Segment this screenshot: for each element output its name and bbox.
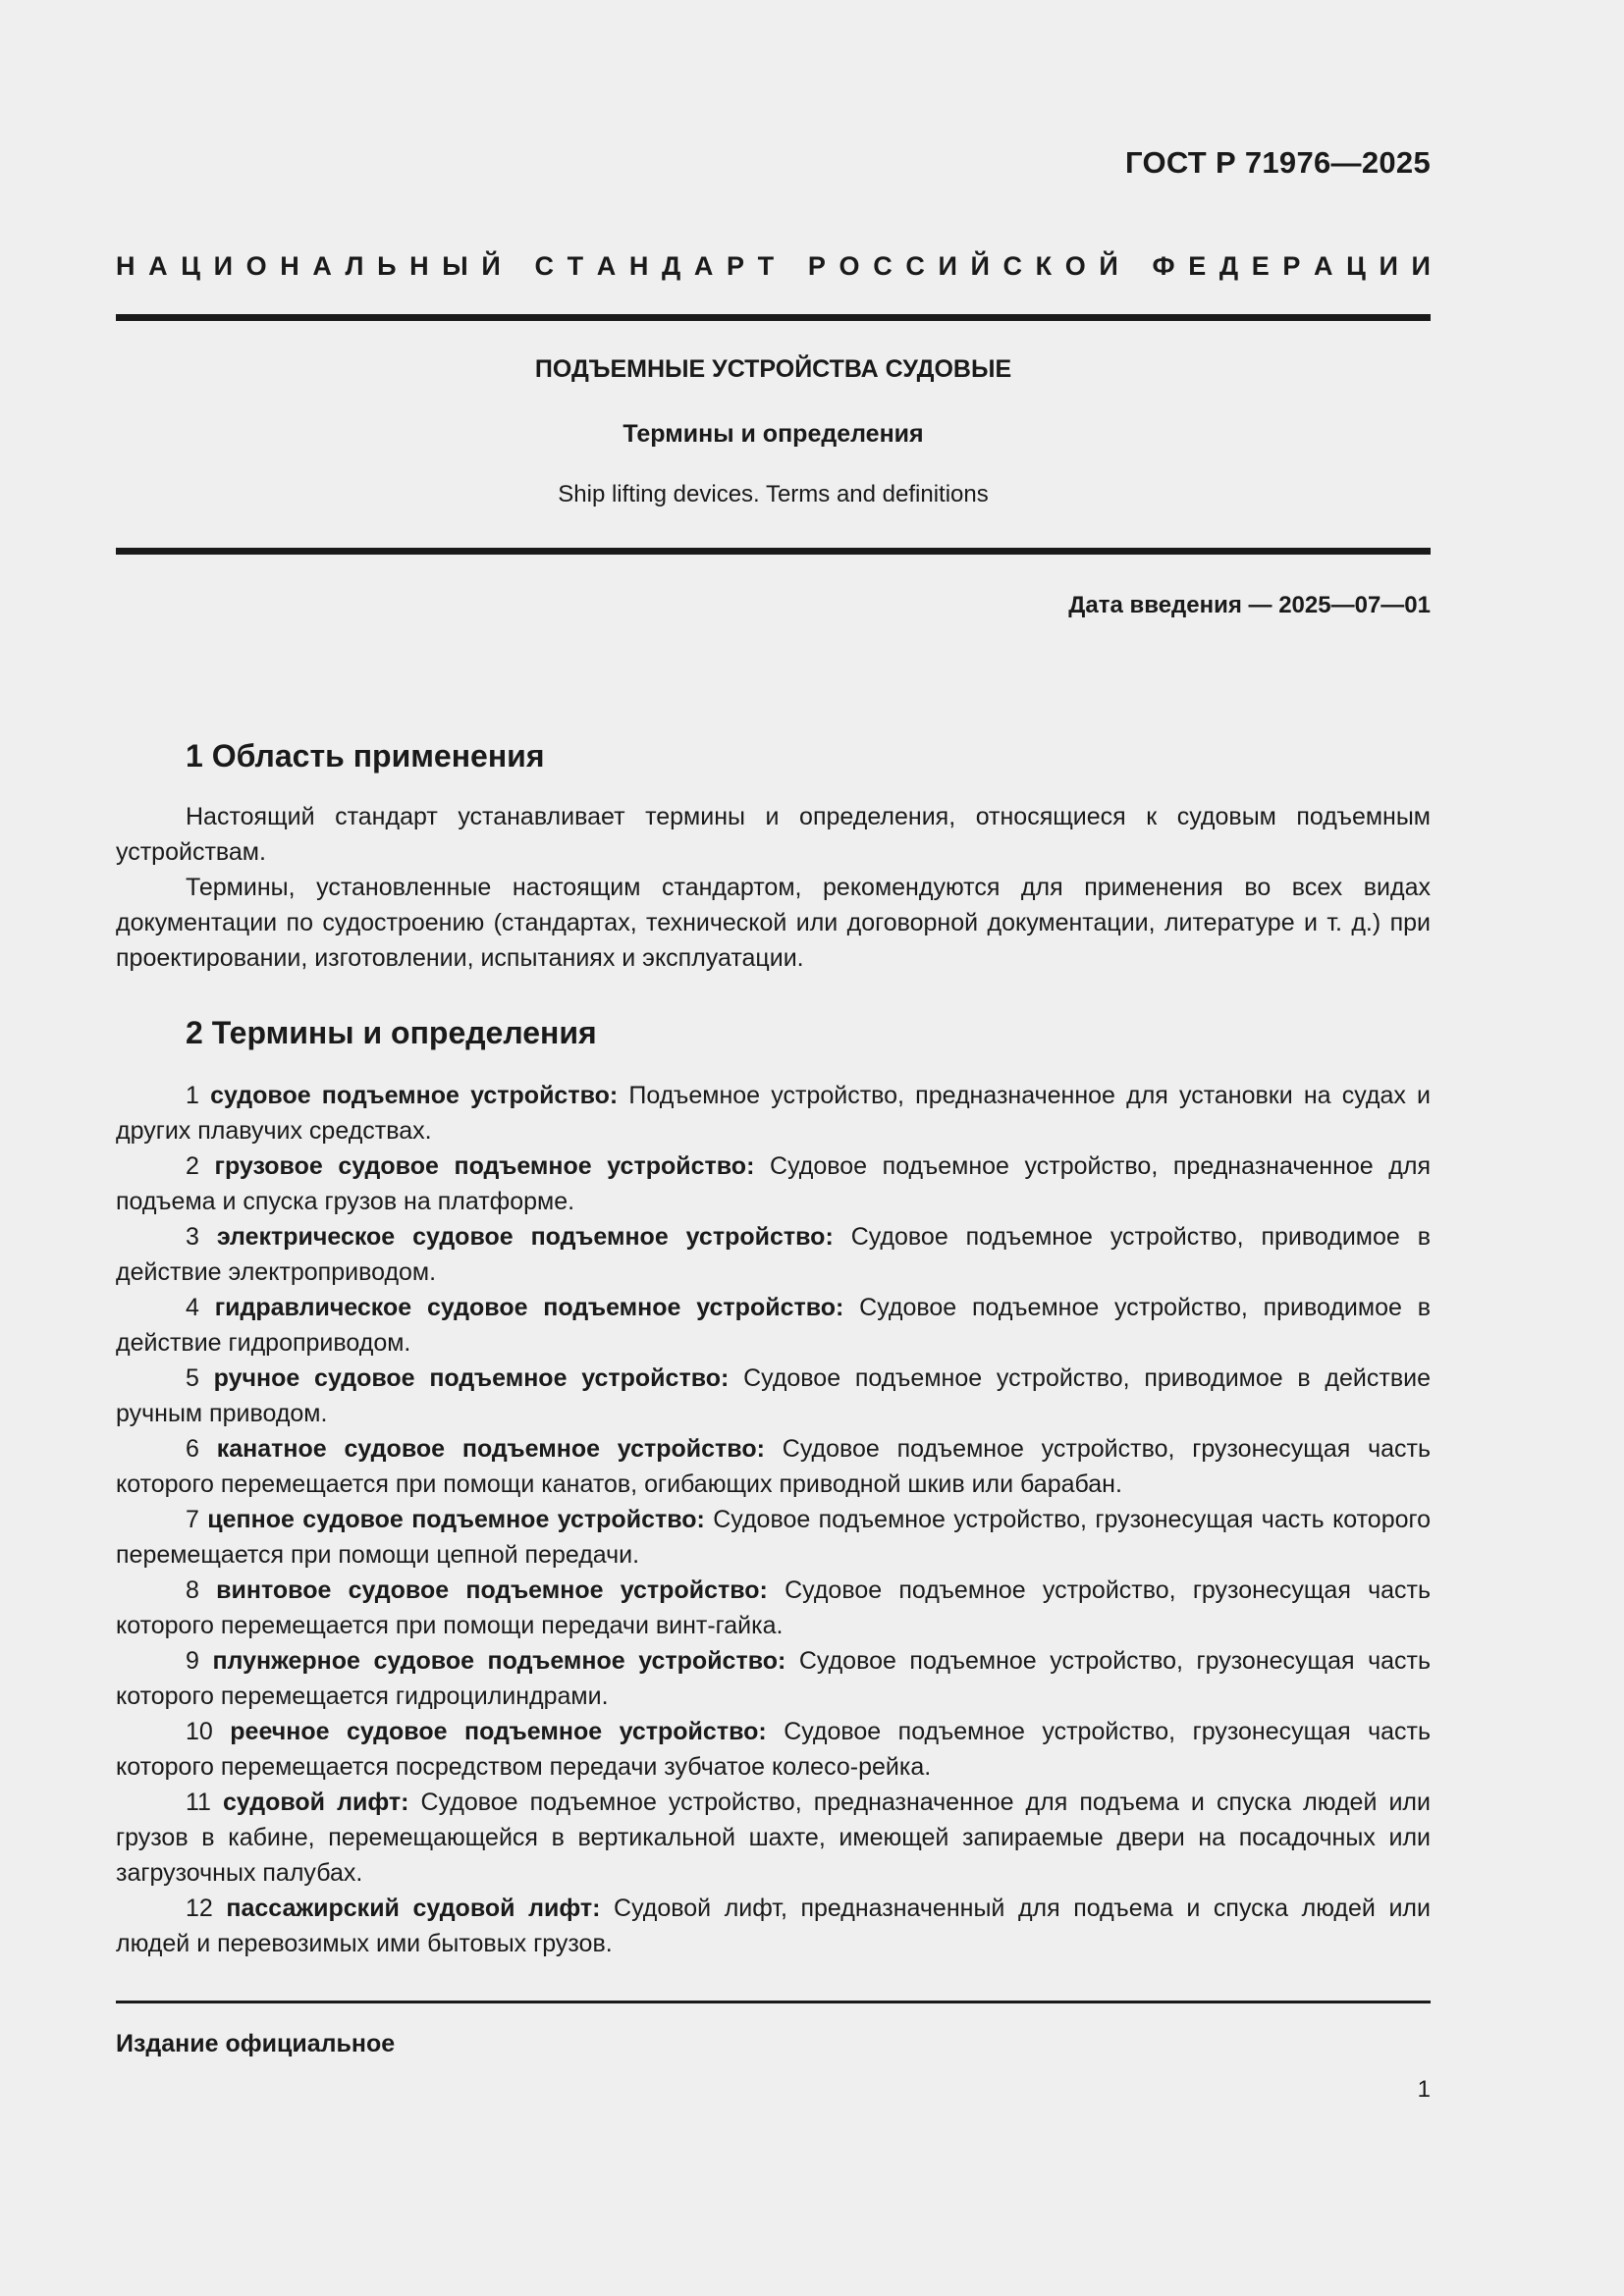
term-entry xyxy=(116,1078,1431,1148)
footer-rule xyxy=(116,2001,1431,2003)
document-number: ГОСТ Р 71976—2025 xyxy=(1125,145,1431,180)
term-definition: Судовое подъемное устройство, приводимое в действие гидроприводом. xyxy=(116,1294,1431,1357)
term-name: цепное судовое подъемное устройство: xyxy=(207,1506,705,1533)
term-entry xyxy=(116,1643,1431,1714)
term-number: 11 xyxy=(186,1789,211,1816)
section-2-heading: 2 Термины и определения xyxy=(186,1015,597,1050)
term-entry xyxy=(116,1148,1431,1219)
term-name: судовое подъемное устройство: xyxy=(210,1082,619,1109)
term-name: ручное судовое подъемное устройство: xyxy=(213,1364,730,1392)
section-1-heading: 1 Область применения xyxy=(186,738,545,774)
term-definition: Судовое подъемное устройство, грузонесущая часть которого перемещается гидроцилиндрами. xyxy=(116,1647,1431,1710)
section-1-paragraph: Настоящий стандарт устанавливает термины и определения, относящиеся к судовым подъемным устройствам. xyxy=(116,803,1431,866)
header-rule-top xyxy=(116,314,1431,321)
term-entry xyxy=(116,1431,1431,1502)
standard-subtitle: Термины и определения xyxy=(623,420,924,448)
term-definition: Судовое подъемное устройство, приводимое в действие ручным приводом. xyxy=(116,1364,1431,1427)
term-entry xyxy=(116,1361,1431,1431)
term-name: электрическое судовое подъемное устройство: xyxy=(216,1223,834,1251)
term-number: 7 xyxy=(186,1506,199,1533)
term-number: 3 xyxy=(186,1223,199,1251)
term-entry xyxy=(116,1714,1431,1785)
term-number: 9 xyxy=(186,1647,199,1675)
national-standard-title: Н А Ц И О Н А Л Ь Н Ы Й С Т А Н Д А Р Т Р О С С И Й С К О Й Ф Е Д Е Р А Ц И И xyxy=(116,251,1431,281)
term-number: 1 xyxy=(186,1082,199,1109)
term-entry xyxy=(116,1573,1431,1643)
term-name: пассажирский судовой лифт: xyxy=(226,1895,601,1922)
term-entry xyxy=(116,1290,1431,1361)
term-number: 5 xyxy=(186,1364,199,1392)
header-rule-bottom xyxy=(116,548,1431,555)
term-number: 2 xyxy=(186,1152,199,1180)
term-definition: Судовое подъемное устройство, приводимое в действие электроприводом. xyxy=(116,1223,1431,1286)
standard-title: ПОДЪЕМНЫЕ УСТРОЙСТВА СУДОВЫЕ xyxy=(534,355,1012,383)
term-entry xyxy=(116,1502,1431,1573)
term-name: плунжерное судовое подъемное устройство: xyxy=(212,1647,786,1675)
term-number: 4 xyxy=(186,1294,199,1321)
term-name: судовой лифт: xyxy=(223,1789,409,1816)
term-name: винтовое судовое подъемное устройство: xyxy=(216,1576,768,1604)
standard-english-title: Ship lifting devices. Terms and definitions xyxy=(558,481,989,507)
term-name: реечное судовое подъемное устройство: xyxy=(230,1718,767,1745)
term-definition: Судовое подъемное устройство, грузонесущая часть которого перемещается при помощи передачи винт-гайка. xyxy=(116,1576,1431,1639)
term-number: 12 xyxy=(186,1895,213,1922)
term-number: 6 xyxy=(186,1435,199,1463)
term-entry xyxy=(116,1219,1431,1290)
term-name: гидравлическое судовое подъемное устройство: xyxy=(214,1294,844,1321)
term-name: грузовое судовое подъемное устройство: xyxy=(214,1152,755,1180)
term-entry xyxy=(116,1891,1431,1961)
term-number: 8 xyxy=(186,1576,199,1604)
term-entry xyxy=(116,1785,1431,1891)
term-definition: Судовое подъемное устройство, грузонесущая часть которого перемещается посредством передачи зубчатое колесо-рейка. xyxy=(116,1718,1431,1781)
introduction-date: Дата введения — 2025—07—01 xyxy=(1068,592,1431,618)
term-definition: Судовое подъемное устройство, предназначенное для подъема и спуска грузов на платформе. xyxy=(116,1152,1432,1215)
term-number: 10 xyxy=(186,1718,213,1745)
official-edition-label: Издание официальное xyxy=(116,2030,396,2057)
term-definition: Подъемное устройство, предназначенное для установки на судах и других плавучих средствах. xyxy=(116,1082,1431,1145)
term-definition: Судовое подъемное устройство, предназначенное для подъема и спуска людей или грузов в кабине, перемещающейся в вертикальной шахте, имеющей запираемые двери на посадочных или загрузочных палубах. xyxy=(116,1789,1431,1887)
page-number: 1 xyxy=(1417,2076,1431,2103)
term-definition: Судовое подъемное устройство, грузонесущая часть которого перемещается при помощи цепной передачи. xyxy=(116,1506,1431,1569)
term-name: канатное судовое подъемное устройство: xyxy=(216,1435,765,1463)
section-1-paragraph: Термины, установленные настоящим стандартом, рекомендуются для применения во всех видах документации по судостроению (стандартах, технической или договорной документации, литературе и т. д.) при проектировании, изготовлении, испытаниях и эксплуатации. xyxy=(116,874,1431,972)
term-definition: Судовой лифт, предназначенный для подъема и спуска людей или людей и перевозимых ими бытовых грузов. xyxy=(116,1895,1431,1957)
term-definition: Судовое подъемное устройство, грузонесущая часть которого перемещается при помощи канатов, огибающих приводной шкив или барабан. xyxy=(116,1435,1432,1498)
